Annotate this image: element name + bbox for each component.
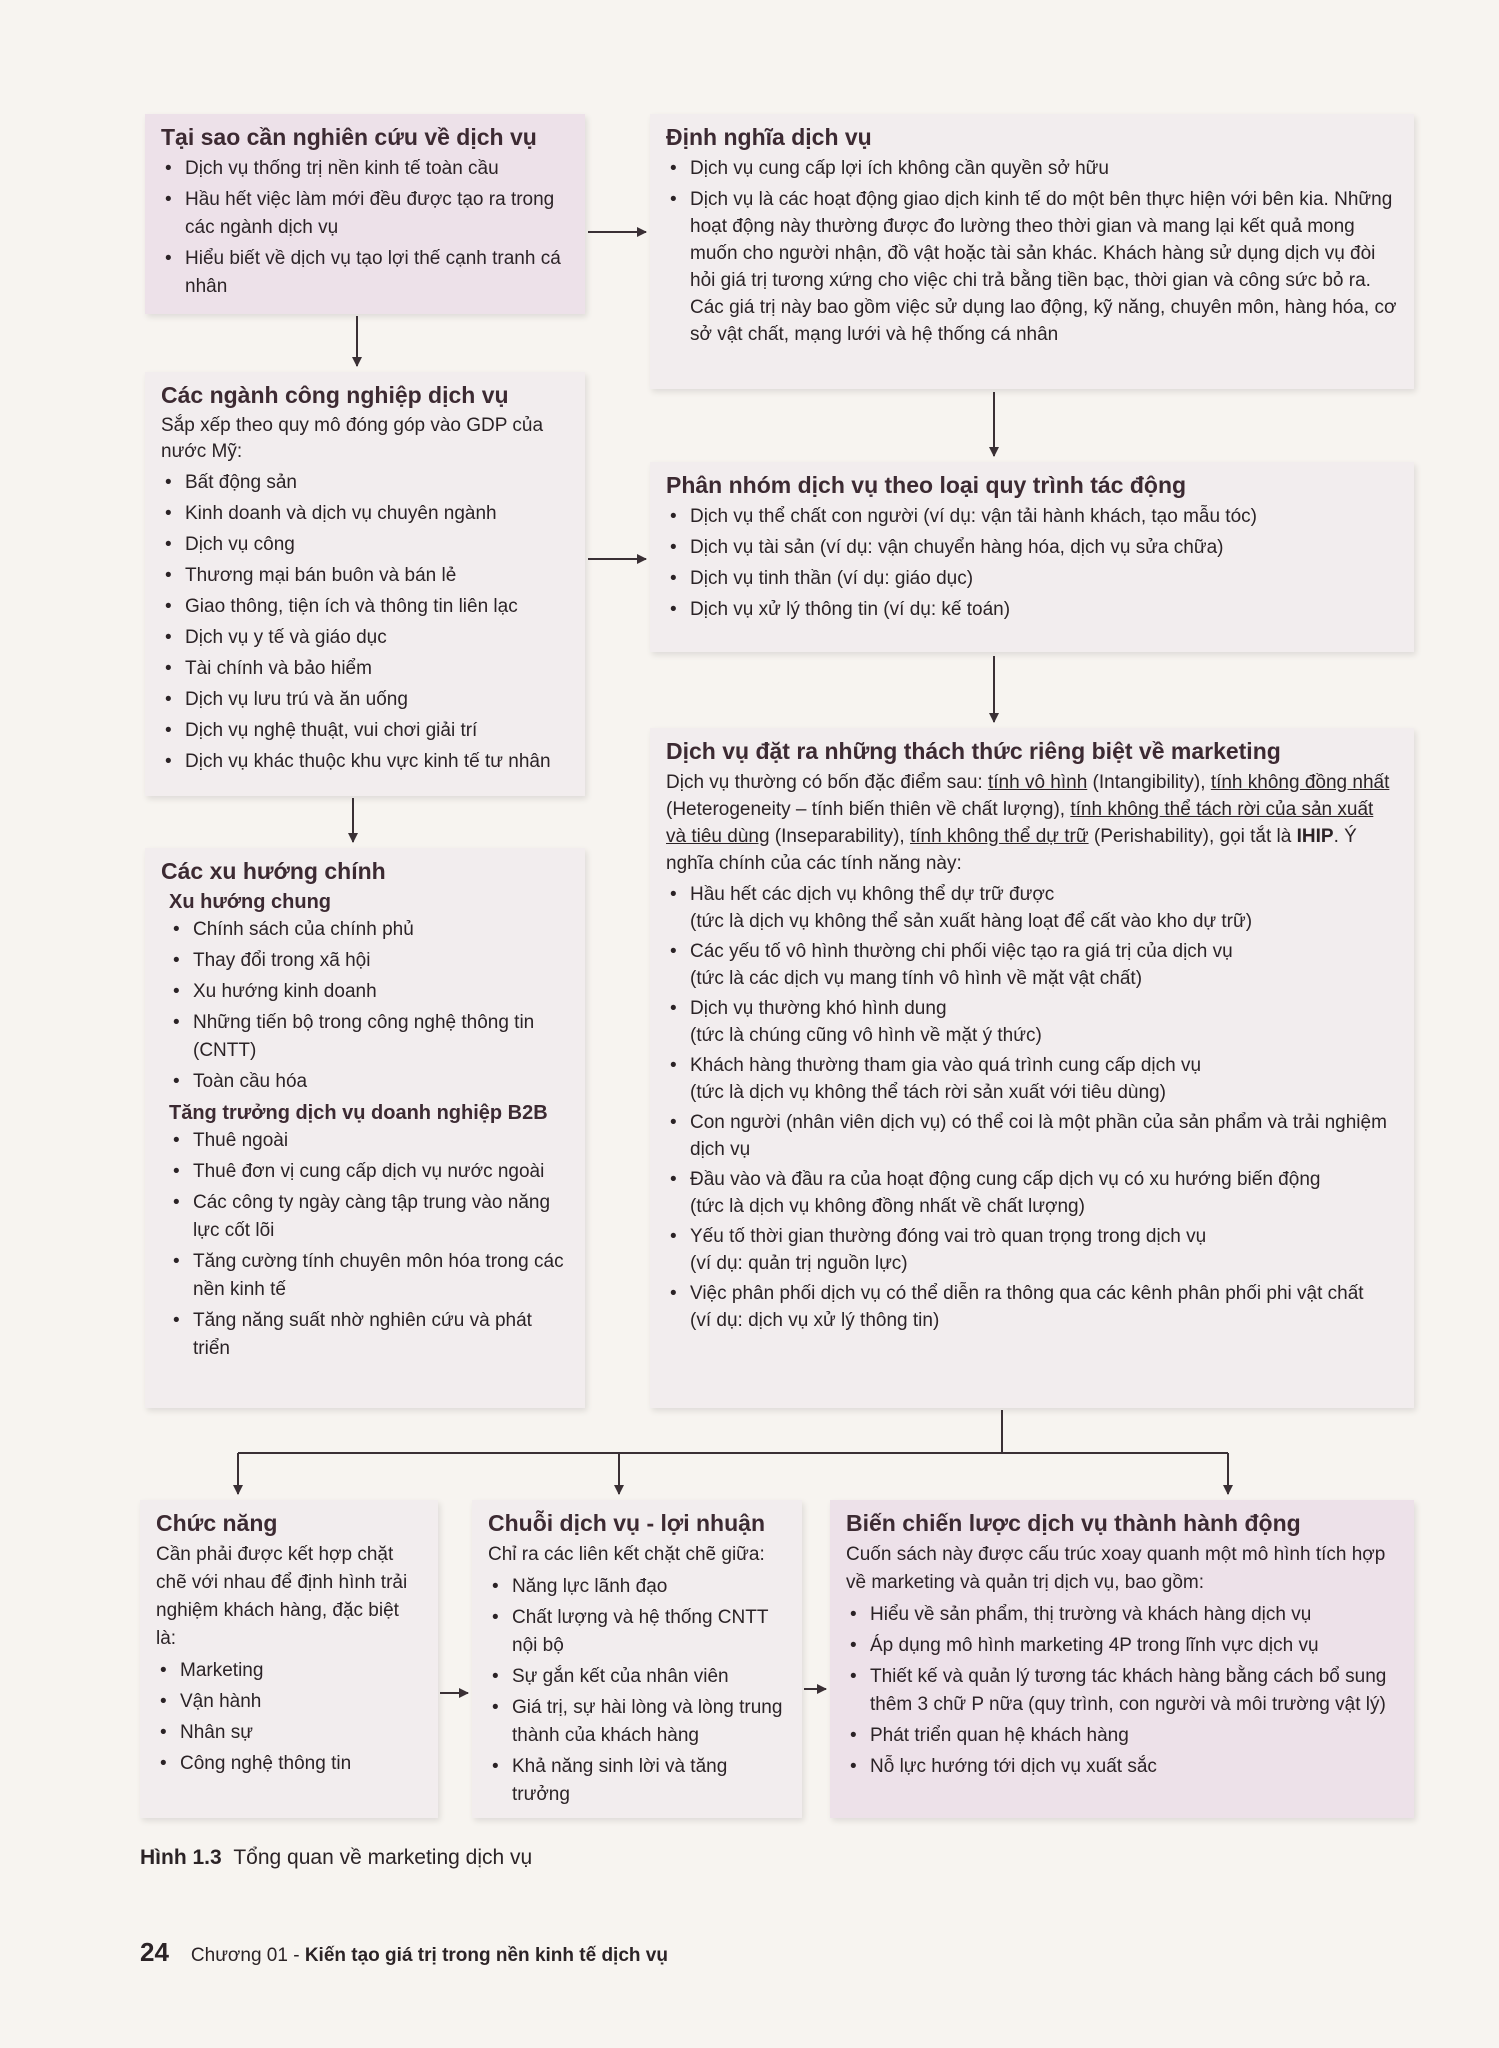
chapter-label: Chương 01 - (190, 1945, 305, 1966)
list-item: • Thay đổi trong xã hội (193, 947, 569, 975)
figure-text: Tổng quan về marketing dịch vụ (233, 1846, 533, 1869)
strategy-title: Biến chiến lược dịch vụ thành hành động (846, 1510, 1301, 1536)
trends-title: Các xu hướng chính (161, 858, 386, 884)
intro-text: . Ý nghĩa chính của các tính năng này: (666, 826, 1357, 874)
figure-caption (140, 1846, 532, 1870)
functions-intro: Cần phải được kết hợp chặt chẽ với nhau để định hình trải nghiệm khách hàng, đặc biệt là: (156, 1544, 408, 1649)
challenges-title: Dịch vụ đặt ra những thách thức riêng biệt về marketing (666, 738, 1281, 764)
list-item: • Áp dụng mô hình marketing 4P trong lĩnh vực dịch vụ (870, 1632, 1398, 1660)
list-item: • Dịch vụ xử lý thông tin (ví dụ: kế toán) (690, 596, 1398, 624)
profit-chain-title: Chuỗi dịch vụ - lợi nhuận (488, 1510, 765, 1536)
item-main: Việc phân phối dịch vụ có thể diễn ra thông qua các kênh phân phối phi vật chất (690, 1283, 1364, 1304)
item-sub: (ví dụ: dịch vụ xử lý thông tin) (690, 1310, 940, 1331)
list-item: • Dịch vụ thể chất con người (ví dụ: vận tải hành khách, tạo mẫu tóc) (690, 503, 1398, 531)
list-item: • Dịch vụ cung cấp lợi ích không cần quyền sở hữu (690, 155, 1398, 183)
list-item: • Các công ty ngày càng tập trung vào năng lực cốt lõi (193, 1189, 569, 1245)
intro-text: (Inseparability), (769, 826, 910, 847)
item-main: Con người (nhân viên dịch vụ) có thể coi là một phần của sản phẩm và trải nghiệm dịch vụ (690, 1112, 1387, 1160)
term-inseparability: tính không thể tách rời của sản xuất và tiêu dùng (666, 799, 1374, 847)
item-sub: (ví dụ: quản trị nguồn lực) (690, 1253, 908, 1274)
trends-general-title: Xu hướng chung (169, 891, 332, 913)
profit-chain-intro: Chỉ ra các liên kết chặt chẽ giữa: (488, 1544, 765, 1565)
list-item: • Tài chính và bảo hiểm (185, 655, 569, 683)
item-main: Các yếu tố vô hình thường chi phối việc tạo ra giá trị của dịch vụ (690, 941, 1233, 962)
list-item: • Nhân sự (180, 1719, 422, 1747)
chapter-title: Kiến tạo giá trị trong nền kinh tế dịch vụ (304, 1945, 668, 1966)
list-item: • Dịch vụ khác thuộc khu vực kinh tế tư nhân (185, 748, 569, 776)
list-item: • Giá trị, sự hài lòng và lòng trung thành của khách hàng (512, 1694, 786, 1750)
list-item: • Kinh doanh và dịch vụ chuyên ngành (185, 500, 569, 528)
item-main: Dịch vụ thường khó hình dung (690, 998, 947, 1019)
list-item: • Thiết kế và quản lý tương tác khách hàng bằng cách bổ sung thêm 3 chữ P nữa (quy trình, con người và môi trường vật lý) (870, 1663, 1398, 1719)
term-intangibility: tính vô hình (987, 772, 1088, 793)
list-item: • Công nghệ thông tin (180, 1750, 422, 1778)
list-item: • Chính sách của chính phủ (193, 916, 569, 944)
grouping-title: Phân nhóm dịch vụ theo loại quy trình tác động (666, 472, 1187, 498)
item-sub: (tức là dịch vụ không thể tách rời sản xuất với tiêu dùng) (690, 1082, 1166, 1103)
list-item: • Xu hướng kinh doanh (193, 978, 569, 1006)
item-main: Khách hàng thường tham gia vào quá trình cung cấp dịch vụ (690, 1055, 1202, 1076)
list-item: • Sự gắn kết của nhân viên (512, 1663, 786, 1691)
list-item: • Dịch vụ y tế và giáo dục (185, 624, 569, 652)
intro-text: (Heterogeneity – tính biến thiên về chất lượng), (666, 799, 1071, 820)
acronym: IHIP (1296, 826, 1334, 847)
list-item: • Bất động sản (185, 469, 569, 497)
list-item: • Thuê đơn vị cung cấp dịch vụ nước ngoài (193, 1158, 569, 1186)
list-item: • Phát triển quan hệ khách hàng (870, 1722, 1398, 1750)
intro-text: (Perishability), gọi tắt là (1088, 826, 1297, 847)
list-item: • Toàn cầu hóa (193, 1068, 569, 1096)
list-item: • Thuê ngoài (193, 1127, 569, 1155)
list-item: • Hiểu biết về dịch vụ tạo lợi thế cạnh tranh cá nhân (185, 245, 569, 301)
list-item: • Những tiến bộ trong công nghệ thông tin (CNTT) (193, 1009, 569, 1065)
page-footer (140, 1937, 668, 1968)
term-heterogeneity: tính không đồng nhất (1210, 772, 1390, 793)
list-item: • Giao thông, tiện ích và thông tin liên lạc (185, 593, 569, 621)
list-item: • Tăng năng suất nhờ nghiên cứu và phát triển (193, 1307, 569, 1363)
list-item: • Thương mại bán buôn và bán lẻ (185, 562, 569, 590)
strategy-intro: Cuốn sách này được cấu trúc xoay quanh một mô hình tích hợp về marketing và quản trị dịch vụ, bao gồm: (846, 1544, 1386, 1593)
list-item: • Hầu hết việc làm mới đều được tạo ra trong các ngành dịch vụ (185, 186, 569, 242)
industries-title: Các ngành công nghiệp dịch vụ (161, 382, 509, 408)
list-item: • Marketing (180, 1657, 422, 1685)
definition-title: Định nghĩa dịch vụ (666, 124, 872, 150)
item-sub: (tức là chúng cũng vô hình về mặt ý thức) (690, 1025, 1042, 1046)
list-item: • Dịch vụ là các hoạt động giao dịch kinh tế do một bên thực hiện với bên kia. Những hoạt động này thường được đo lường theo thời gian và mang lại kết quả mong muốn cho người nhận, đồ vật hoặc tài sản khác. Khách hàng sử dụng dịch vụ đòi hỏi giá trị tương xứng cho việc chi trả bằng tiền bạc, thời gian và công sức bỏ ra. Các giá trị này bao gồm việc sử dụng lao động, kỹ năng, chuyên môn, hàng hóa, cơ sở vật chất, mạng lưới và hệ thống cá nhân (690, 186, 1398, 348)
intro-text: Dịch vụ thường có bốn đặc điểm sau: (666, 772, 988, 793)
list-item: • Nỗ lực hướng tới dịch vụ xuất sắc (870, 1753, 1398, 1781)
item-main: Yếu tố thời gian thường đóng vai trò quan trọng trong dịch vụ (690, 1226, 1207, 1247)
list-item: • Khả năng sinh lời và tăng trưởng (512, 1753, 786, 1809)
list-item: • Dịch vụ công (185, 531, 569, 559)
trends-b2b-title: Tăng trưởng dịch vụ doanh nghiệp B2B (169, 1102, 548, 1124)
item-main: Đầu vào và đầu ra của hoạt động cung cấp dịch vụ có xu hướng biến động (690, 1169, 1321, 1190)
item-sub: (tức là dịch vụ không đồng nhất về chất lượng) (690, 1196, 1085, 1217)
industries-intro: Sắp xếp theo quy mô đóng góp vào GDP của nước Mỹ: (161, 415, 544, 462)
intro-text: (Intangibility), (1087, 772, 1211, 793)
item-sub: (tức là các dịch vụ mang tính vô hình về mặt vật chất) (690, 968, 1143, 989)
list-item: • Dịch vụ nghệ thuật, vui chơi giải trí (185, 717, 569, 745)
item-main: Hầu hết các dịch vụ không thể dự trữ được (690, 884, 1055, 905)
why-study-title: Tại sao cần nghiên cứu về dịch vụ (161, 124, 537, 150)
term-perishability: tính không thể dự trữ (909, 826, 1089, 847)
functions-title: Chức năng (156, 1510, 278, 1536)
list-item: • Chất lượng và hệ thống CNTT nội bộ (512, 1604, 786, 1660)
list-item: • Dịch vụ lưu trú và ăn uống (185, 686, 569, 714)
list-item: • Dịch vụ thống trị nền kinh tế toàn cầu (185, 155, 569, 183)
list-item: • Dịch vụ tài sản (ví dụ: vận chuyển hàng hóa, dịch vụ sửa chữa) (690, 534, 1398, 562)
list-item: • Hiểu về sản phẩm, thị trường và khách hàng dịch vụ (870, 1601, 1398, 1629)
list-item: • Tăng cường tính chuyên môn hóa trong các nền kinh tế (193, 1248, 569, 1304)
list-item: • Vận hành (180, 1688, 422, 1716)
list-item: • Năng lực lãnh đạo (512, 1573, 786, 1601)
figure-label: Hình 1.3 (140, 1846, 222, 1869)
page-number: 24 (140, 1937, 169, 1967)
list-item: • Dịch vụ tinh thần (ví dụ: giáo dục) (690, 565, 1398, 593)
item-sub: (tức là dịch vụ không thể sản xuất hàng loạt để cất vào kho dự trữ) (690, 911, 1253, 932)
